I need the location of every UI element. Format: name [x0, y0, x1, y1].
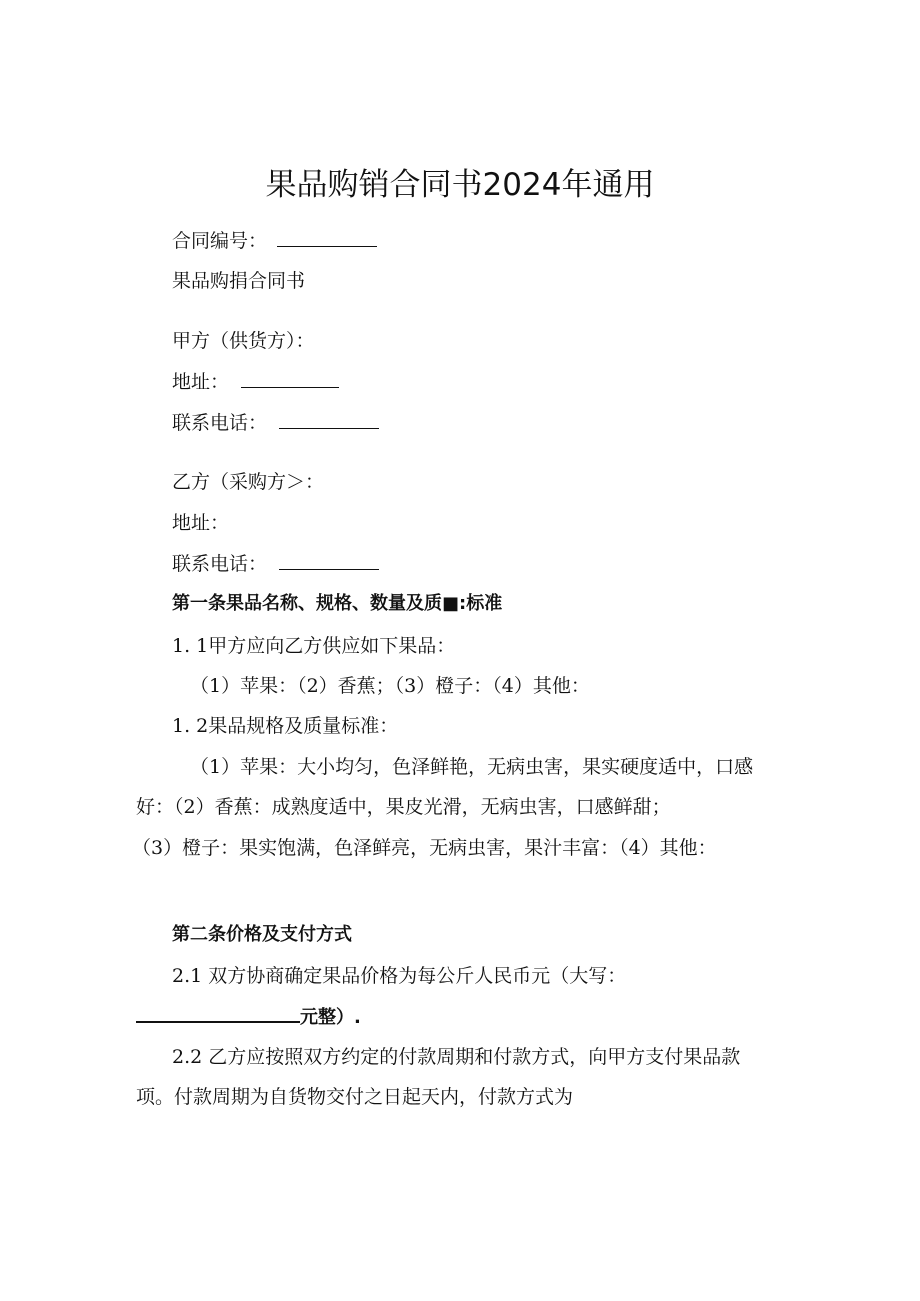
contract-number-blank[interactable]	[277, 230, 377, 247]
clause-2-1: 2.1 双方协商确定果品价格为每公斤人民币元（大写：	[172, 965, 627, 987]
party-b-phone-label: 联系电话：	[172, 553, 268, 575]
clause-2-2-line-1: 2.2 乙方应按照双方约定的付款周期和付款方式，向甲方支付果品款	[172, 1046, 741, 1068]
article-1-heading: 第一条果品名称、规格、数量及质■:标准	[172, 593, 503, 614]
party-b-phone-line	[172, 551, 379, 577]
clause-1-1: 1. 1甲方应向乙方供应如下果品：	[172, 635, 456, 657]
document-title: 果品购销合同书2024年通用	[265, 167, 655, 203]
subtitle: 果品购捐合同书	[172, 270, 306, 292]
clause-2-1-tail: 元整）.	[300, 1007, 361, 1028]
clause-2-1-tail-line	[136, 1003, 361, 1031]
article-2-heading: 第二条价格及支付方式	[172, 924, 352, 945]
clause-1-2-line-3: （3）橙子：果实饱满，色泽鲜亮，无病虫害，果汁丰富：（4）其他：	[132, 837, 717, 859]
clause-1-1-items: （1）苹果：（2）香蕉；（3）橙子：（4）其他：	[190, 675, 590, 697]
party-a-address-label: 地址：	[172, 371, 230, 393]
party-b-label: 乙方（采购方＞：	[172, 471, 325, 493]
party-a-address-line	[172, 369, 339, 395]
price-capital-blank[interactable]	[136, 1003, 300, 1023]
party-a-address-blank[interactable]	[241, 371, 339, 388]
clause-1-2-line-1: （1）苹果：大小均匀，色泽鲜艳，无病虫害，果实硬度适中，口感	[190, 756, 754, 778]
party-b-address-label: 地址：	[172, 512, 230, 534]
party-a-phone-blank[interactable]	[279, 412, 379, 429]
clause-1-2: 1. 2果品规格及质量标准：	[172, 715, 399, 737]
contract-number-label: 合同编号：	[172, 230, 268, 252]
clause-1-2-line-2: 好：（2）香蕉：成熟度适中，果皮光滑，无病虫害，口感鲜甜；	[136, 796, 671, 818]
party-a-label: 甲方（供货方）：	[172, 330, 315, 352]
party-a-phone-label: 联系电话：	[172, 412, 268, 434]
contract-number-line	[172, 228, 377, 254]
party-b-phone-blank[interactable]	[279, 553, 379, 570]
clause-2-2-line-2: 项。付款周期为自货物交付之日起天内，付款方式为	[136, 1086, 574, 1108]
party-a-phone-line	[172, 410, 379, 436]
